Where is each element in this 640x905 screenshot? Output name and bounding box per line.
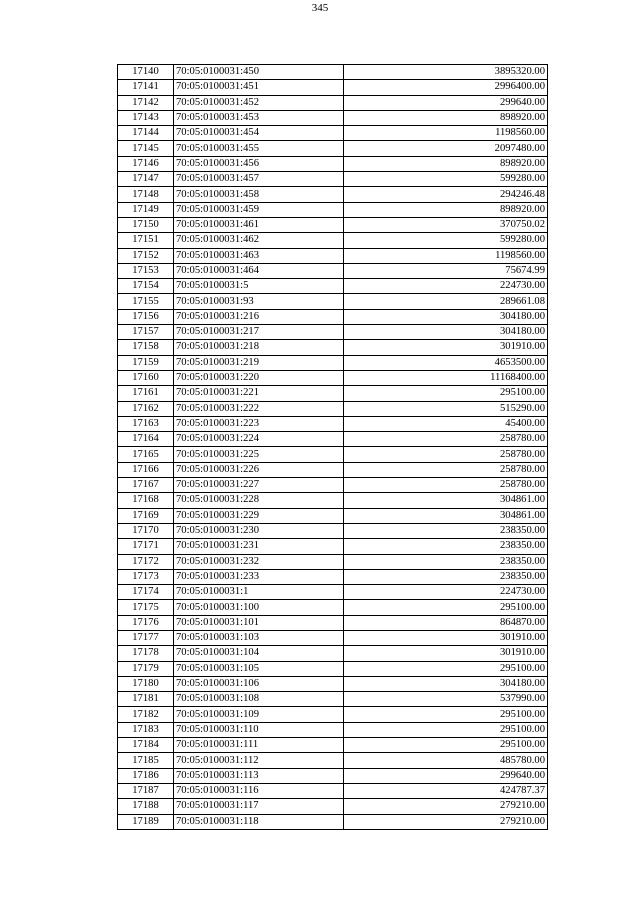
- cadastral-number: 70:05:0100031:233: [174, 569, 344, 584]
- cadastral-number: 70:05:0100031:110: [174, 722, 344, 737]
- row-number: 17147: [118, 172, 174, 187]
- cadastral-number: 70:05:0100031:224: [174, 432, 344, 447]
- row-number: 17183: [118, 722, 174, 737]
- cadastral-value: 304180.00: [344, 309, 548, 324]
- table-row: [118, 523, 548, 538]
- table-body: [118, 65, 548, 830]
- cadastral-value: 289661.08: [344, 294, 548, 309]
- row-number: 17174: [118, 585, 174, 600]
- row-number: 17148: [118, 187, 174, 202]
- cadastral-value: 295100.00: [344, 738, 548, 753]
- row-number: 17140: [118, 65, 174, 80]
- cadastral-value: 299640.00: [344, 768, 548, 783]
- row-number: 17185: [118, 753, 174, 768]
- table-row: [118, 707, 548, 722]
- cadastral-number: 70:05:0100031:1: [174, 585, 344, 600]
- table-row: [118, 768, 548, 783]
- table-row: [118, 309, 548, 324]
- cadastral-number: 70:05:0100031:453: [174, 110, 344, 125]
- cadastral-number: 70:05:0100031:112: [174, 753, 344, 768]
- cadastral-value: 258780.00: [344, 432, 548, 447]
- cadastral-number: 70:05:0100031:218: [174, 340, 344, 355]
- cadastral-number: 70:05:0100031:100: [174, 600, 344, 615]
- table-row: [118, 722, 548, 737]
- row-number: 17151: [118, 233, 174, 248]
- cadastral-value: 424787.37: [344, 783, 548, 798]
- table-row: [118, 646, 548, 661]
- cadastral-value: 301910.00: [344, 340, 548, 355]
- table-row: [118, 539, 548, 554]
- cadastral-number: 70:05:0100031:457: [174, 172, 344, 187]
- cadastral-value: 11168400.00: [344, 370, 548, 385]
- cadastral-number: 70:05:0100031:117: [174, 799, 344, 814]
- cadastral-number: 70:05:0100031:104: [174, 646, 344, 661]
- row-number: 17165: [118, 447, 174, 462]
- cadastral-value: 258780.00: [344, 478, 548, 493]
- cadastral-value: 370750.02: [344, 217, 548, 232]
- row-number: 17156: [118, 309, 174, 324]
- table-row: [118, 569, 548, 584]
- table-row: [118, 126, 548, 141]
- table-row: [118, 202, 548, 217]
- table-row: [118, 585, 548, 600]
- row-number: 17169: [118, 508, 174, 523]
- cadastral-number: 70:05:0100031:225: [174, 447, 344, 462]
- cadastral-value: 45400.00: [344, 416, 548, 431]
- cadastral-value: 3895320.00: [344, 65, 548, 80]
- cadastral-number: 70:05:0100031:459: [174, 202, 344, 217]
- row-number: 17180: [118, 676, 174, 691]
- cadastral-number: 70:05:0100031:454: [174, 126, 344, 141]
- table-row: [118, 110, 548, 125]
- cadastral-value: 224730.00: [344, 279, 548, 294]
- cadastral-value: 279210.00: [344, 814, 548, 829]
- row-number: 17172: [118, 554, 174, 569]
- row-number: 17152: [118, 248, 174, 263]
- cadastral-value: 304861.00: [344, 508, 548, 523]
- row-number: 17163: [118, 416, 174, 431]
- table-row: [118, 447, 548, 462]
- cadastral-number: 70:05:0100031:103: [174, 630, 344, 645]
- table-row: [118, 370, 548, 385]
- cadastral-value: 301910.00: [344, 646, 548, 661]
- table-row: [118, 141, 548, 156]
- table-row: [118, 263, 548, 278]
- cadastral-number: 70:05:0100031:461: [174, 217, 344, 232]
- cadastral-number: 70:05:0100031:230: [174, 523, 344, 538]
- cadastral-value: 1198560.00: [344, 248, 548, 263]
- table-row: [118, 172, 548, 187]
- page-number: 345: [311, 2, 329, 14]
- cadastral-value: 304861.00: [344, 493, 548, 508]
- row-number: 17168: [118, 493, 174, 508]
- cadastral-value: 304180.00: [344, 325, 548, 340]
- row-number: 17155: [118, 294, 174, 309]
- table-row: [118, 294, 548, 309]
- cadastral-number: 70:05:0100031:109: [174, 707, 344, 722]
- table-row: [118, 462, 548, 477]
- cadastral-value: 258780.00: [344, 462, 548, 477]
- row-number: 17171: [118, 539, 174, 554]
- table-row: [118, 692, 548, 707]
- cadastral-number: 70:05:0100031:456: [174, 156, 344, 171]
- cadastral-number: 70:05:0100031:451: [174, 80, 344, 95]
- table-row: [118, 187, 548, 202]
- cadastral-number: 70:05:0100031:219: [174, 355, 344, 370]
- row-number: 17182: [118, 707, 174, 722]
- cadastral-value: 898920.00: [344, 156, 548, 171]
- table-row: [118, 600, 548, 615]
- cadastral-number: 70:05:0100031:222: [174, 401, 344, 416]
- cadastral-value: 4653500.00: [344, 355, 548, 370]
- cadastral-value: 238350.00: [344, 523, 548, 538]
- cadastral-number: 70:05:0100031:93: [174, 294, 344, 309]
- cadastral-number: 70:05:0100031:220: [174, 370, 344, 385]
- table-row: [118, 233, 548, 248]
- table-row: [118, 65, 548, 80]
- cadastral-number: 70:05:0100031:450: [174, 65, 344, 80]
- cadastral-number: 70:05:0100031:221: [174, 386, 344, 401]
- cadastral-value: 2996400.00: [344, 80, 548, 95]
- cadastral-number: 70:05:0100031:118: [174, 814, 344, 829]
- cadastral-value: 301910.00: [344, 630, 548, 645]
- cadastral-number: 70:05:0100031:101: [174, 615, 344, 630]
- row-number: 17158: [118, 340, 174, 355]
- cadastral-value: 898920.00: [344, 202, 548, 217]
- cadastral-number: 70:05:0100031:464: [174, 263, 344, 278]
- table-row: [118, 661, 548, 676]
- cadastral-number: 70:05:0100031:106: [174, 676, 344, 691]
- cadastral-number: 70:05:0100031:216: [174, 309, 344, 324]
- cadastral-value: 515290.00: [344, 401, 548, 416]
- row-number: 17173: [118, 569, 174, 584]
- cadastral-value: 75674.99: [344, 263, 548, 278]
- row-number: 17146: [118, 156, 174, 171]
- row-number: 17144: [118, 126, 174, 141]
- cadastral-value: 1198560.00: [344, 126, 548, 141]
- row-number: 17161: [118, 386, 174, 401]
- cadastral-value: 258780.00: [344, 447, 548, 462]
- row-number: 17157: [118, 325, 174, 340]
- cadastral-number: 70:05:0100031:231: [174, 539, 344, 554]
- row-number: 17177: [118, 630, 174, 645]
- cadastral-number: 70:05:0100031:452: [174, 95, 344, 110]
- table-row: [118, 340, 548, 355]
- cadastral-number: 70:05:0100031:217: [174, 325, 344, 340]
- row-number: 17159: [118, 355, 174, 370]
- row-number: 17154: [118, 279, 174, 294]
- cadastral-value: 295100.00: [344, 600, 548, 615]
- cadastral-number: 70:05:0100031:232: [174, 554, 344, 569]
- row-number: 17141: [118, 80, 174, 95]
- row-number: 17178: [118, 646, 174, 661]
- cadastral-number: 70:05:0100031:108: [174, 692, 344, 707]
- cadastral-number: 70:05:0100031:227: [174, 478, 344, 493]
- cadastral-value: 299640.00: [344, 95, 548, 110]
- row-number: 17160: [118, 370, 174, 385]
- table-row: [118, 630, 548, 645]
- cadastral-number: 70:05:0100031:462: [174, 233, 344, 248]
- cadastral-value: 294246.48: [344, 187, 548, 202]
- row-number: 17184: [118, 738, 174, 753]
- table-row: [118, 814, 548, 829]
- table-row: [118, 416, 548, 431]
- cadastral-value: 295100.00: [344, 707, 548, 722]
- row-number: 17181: [118, 692, 174, 707]
- cadastral-value: 537990.00: [344, 692, 548, 707]
- row-number: 17188: [118, 799, 174, 814]
- row-number: 17162: [118, 401, 174, 416]
- cadastral-number: 70:05:0100031:5: [174, 279, 344, 294]
- cadastral-number: 70:05:0100031:223: [174, 416, 344, 431]
- cadastral-value: 279210.00: [344, 799, 548, 814]
- table-row: [118, 508, 548, 523]
- cadastral-number: 70:05:0100031:226: [174, 462, 344, 477]
- row-number: 17179: [118, 661, 174, 676]
- cadastral-value: 898920.00: [344, 110, 548, 125]
- cadastral-value: 304180.00: [344, 676, 548, 691]
- row-number: 17153: [118, 263, 174, 278]
- row-number: 17143: [118, 110, 174, 125]
- row-number: 17176: [118, 615, 174, 630]
- table-row: [118, 676, 548, 691]
- row-number: 17164: [118, 432, 174, 447]
- table-row: [118, 799, 548, 814]
- cadastral-value: 599280.00: [344, 233, 548, 248]
- cadastral-value: 224730.00: [344, 585, 548, 600]
- row-number: 17166: [118, 462, 174, 477]
- cadastral-number: 70:05:0100031:113: [174, 768, 344, 783]
- cadastral-number: 70:05:0100031:229: [174, 508, 344, 523]
- row-number: 17186: [118, 768, 174, 783]
- cadastral-value: 238350.00: [344, 539, 548, 554]
- row-number: 17145: [118, 141, 174, 156]
- table-row: [118, 615, 548, 630]
- cadastral-value: 864870.00: [344, 615, 548, 630]
- table-row: [118, 738, 548, 753]
- cadastral-value: 238350.00: [344, 554, 548, 569]
- row-number: 17189: [118, 814, 174, 829]
- cadastral-value-table: [117, 64, 548, 830]
- table-row: [118, 217, 548, 232]
- table-row: [118, 156, 548, 171]
- table-row: [118, 493, 548, 508]
- cadastral-value: 238350.00: [344, 569, 548, 584]
- cadastral-number: 70:05:0100031:116: [174, 783, 344, 798]
- row-number: 17167: [118, 478, 174, 493]
- cadastral-value: 485780.00: [344, 753, 548, 768]
- cadastral-number: 70:05:0100031:228: [174, 493, 344, 508]
- table-row: [118, 355, 548, 370]
- cadastral-number: 70:05:0100031:455: [174, 141, 344, 156]
- row-number: 17142: [118, 95, 174, 110]
- table-row: [118, 386, 548, 401]
- cadastral-number: 70:05:0100031:105: [174, 661, 344, 676]
- table-row: [118, 783, 548, 798]
- cadastral-number: 70:05:0100031:458: [174, 187, 344, 202]
- row-number: 17149: [118, 202, 174, 217]
- table-row: [118, 248, 548, 263]
- cadastral-value: 2097480.00: [344, 141, 548, 156]
- row-number: 17170: [118, 523, 174, 538]
- table-row: [118, 478, 548, 493]
- row-number: 17175: [118, 600, 174, 615]
- table-row: [118, 80, 548, 95]
- cadastral-value: 295100.00: [344, 661, 548, 676]
- cadastral-value: 295100.00: [344, 722, 548, 737]
- row-number: 17150: [118, 217, 174, 232]
- cadastral-number: 70:05:0100031:111: [174, 738, 344, 753]
- table-row: [118, 554, 548, 569]
- cadastral-value: 599280.00: [344, 172, 548, 187]
- row-number: 17187: [118, 783, 174, 798]
- table-row: [118, 753, 548, 768]
- table-row: [118, 95, 548, 110]
- table-row: [118, 401, 548, 416]
- table-row: [118, 325, 548, 340]
- table-row: [118, 432, 548, 447]
- cadastral-value: 295100.00: [344, 386, 548, 401]
- table-row: [118, 279, 548, 294]
- cadastral-number: 70:05:0100031:463: [174, 248, 344, 263]
